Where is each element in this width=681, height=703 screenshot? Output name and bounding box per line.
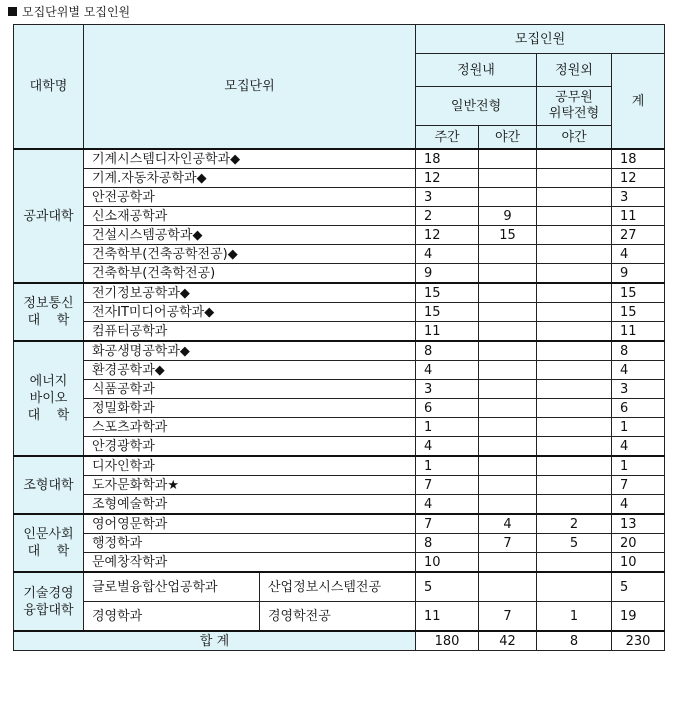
table-row: [14, 418, 665, 437]
major-cell: 경영학전공: [260, 602, 416, 632]
total-cell: 18: [612, 149, 665, 169]
college-tech-line1: 기술경영: [23, 585, 74, 601]
dept-cell: 건축학부(건축공학전공)◆: [84, 245, 416, 264]
total-cell: 4: [612, 245, 665, 264]
dept-cell: 화공생명공학과◆: [84, 341, 416, 361]
dept-cell: 경영학과: [84, 602, 260, 632]
total-cell: 3: [612, 380, 665, 399]
header-civil: [537, 87, 612, 126]
night-cell: 7: [479, 534, 537, 553]
night-cell: [479, 418, 537, 437]
total-cell: 6: [612, 399, 665, 418]
sum-total: 230: [612, 631, 665, 651]
table-row: [14, 456, 665, 476]
total-row: [14, 631, 665, 651]
table-row: [14, 207, 665, 226]
night-cell: [479, 476, 537, 495]
day-cell: 8: [416, 341, 479, 361]
dept-cell: 정밀화학과: [84, 399, 416, 418]
day-cell: 3: [416, 188, 479, 207]
college-energy: [14, 341, 84, 456]
civil-cell: [537, 188, 612, 207]
dept-cell: 건축학부(건축학전공): [84, 264, 416, 284]
dept-cell: 안전공학과: [84, 188, 416, 207]
civil-cell: [537, 341, 612, 361]
college-humanities-line1: 인문사회: [23, 527, 74, 542]
header-civil-line1: 공무원: [555, 90, 593, 105]
total-cell: 15: [612, 303, 665, 322]
header-general: 일반전형: [416, 87, 537, 126]
night-cell: [479, 361, 537, 380]
sum-day: 180: [416, 631, 479, 651]
day-cell: 11: [416, 602, 479, 632]
college-energy-line2: 바이오: [29, 391, 68, 406]
dept-cell: 기계.자동차공학과◆: [84, 169, 416, 188]
civil-cell: 2: [537, 514, 612, 534]
day-cell: 9: [416, 264, 479, 284]
day-cell: 18: [416, 149, 479, 169]
night-cell: [479, 303, 537, 322]
night-cell: [479, 341, 537, 361]
sum-label: 합 계: [14, 631, 416, 651]
sum-civil: 8: [537, 631, 612, 651]
table-row: [14, 399, 665, 418]
civil-cell: [537, 495, 612, 515]
dept-cell: 환경공학과◆: [84, 361, 416, 380]
night-cell: 4: [479, 514, 537, 534]
header-civil-line2: 위탁전형: [548, 106, 600, 121]
civil-cell: [537, 264, 612, 284]
header-recruit: 모집인원: [416, 25, 665, 54]
college-ict: [14, 283, 84, 341]
civil-cell: [537, 418, 612, 437]
civil-cell: [537, 399, 612, 418]
total-cell: 4: [612, 495, 665, 515]
dept-cell: 전자IT미디어공학과◆: [84, 303, 416, 322]
night-cell: [479, 456, 537, 476]
table-row: [14, 264, 665, 284]
table-row: [14, 534, 665, 553]
night-cell: [479, 188, 537, 207]
college-energy-line1: 에너지: [29, 374, 68, 389]
dept-cell: 행정학과: [84, 534, 416, 553]
civil-cell: [537, 283, 612, 303]
table-row: [14, 553, 665, 573]
night-cell: [479, 149, 537, 169]
table-row: [14, 476, 665, 495]
dept-cell: 기계시스템디자인공학과◆: [84, 149, 416, 169]
civil-cell: 5: [537, 534, 612, 553]
night-cell: [479, 380, 537, 399]
table-row: [14, 149, 665, 169]
day-cell: 4: [416, 437, 479, 457]
table-caption: [8, 4, 130, 20]
total-cell: 7: [612, 476, 665, 495]
header-total: 계: [612, 54, 665, 150]
college-design: 조형대학: [14, 456, 84, 514]
civil-cell: [537, 572, 612, 602]
college-engineering: 공과대학: [14, 149, 84, 283]
civil-cell: [537, 553, 612, 573]
day-cell: 5: [416, 572, 479, 602]
night-cell: [479, 169, 537, 188]
day-cell: 12: [416, 169, 479, 188]
table-row: [14, 188, 665, 207]
table-row: [14, 322, 665, 342]
day-cell: 15: [416, 283, 479, 303]
table-row: [14, 245, 665, 264]
college-tech: [14, 572, 84, 631]
dept-cell: 건설시스템공학과◆: [84, 226, 416, 245]
sum-night: 42: [479, 631, 537, 651]
day-cell: 7: [416, 476, 479, 495]
total-cell: 19: [612, 602, 665, 632]
header-unit: 모집단위: [84, 25, 416, 150]
day-cell: 4: [416, 361, 479, 380]
table-row: [14, 437, 665, 457]
day-cell: 4: [416, 245, 479, 264]
table-row: [14, 495, 665, 515]
table-row: [14, 169, 665, 188]
total-cell: 10: [612, 553, 665, 573]
table-row: [14, 303, 665, 322]
total-cell: 12: [612, 169, 665, 188]
header-day: 주간: [416, 126, 479, 150]
college-tech-line2: 융합대학: [23, 602, 74, 618]
day-cell: 7: [416, 514, 479, 534]
dept-cell: 글로벌융합산업공학과: [84, 572, 260, 602]
civil-cell: [537, 456, 612, 476]
dept-cell: 안경광학과: [84, 437, 416, 457]
total-cell: 15: [612, 283, 665, 303]
civil-cell: [537, 303, 612, 322]
square-bullet-icon: [8, 7, 17, 16]
night-cell: [479, 399, 537, 418]
header-quota-in: 정원내: [416, 54, 537, 87]
total-cell: 11: [612, 207, 665, 226]
civil-cell: [537, 437, 612, 457]
total-cell: 20: [612, 534, 665, 553]
table-row: [14, 602, 665, 632]
dept-cell: 컴퓨터공학과: [84, 322, 416, 342]
day-cell: 3: [416, 380, 479, 399]
dept-cell: 전기정보공학과◆: [84, 283, 416, 303]
night-cell: [479, 245, 537, 264]
day-cell: 4: [416, 495, 479, 515]
table-row: [14, 514, 665, 534]
dept-cell: 문예창작학과: [84, 553, 416, 573]
day-cell: 1: [416, 418, 479, 437]
total-cell: 13: [612, 514, 665, 534]
night-cell: 15: [479, 226, 537, 245]
total-cell: 1: [612, 456, 665, 476]
header-night: 야간: [479, 126, 537, 150]
day-cell: 1: [416, 456, 479, 476]
civil-cell: [537, 245, 612, 264]
day-cell: 11: [416, 322, 479, 342]
day-cell: 8: [416, 534, 479, 553]
header-night-civil: 야간: [537, 126, 612, 150]
college-energy-line3: 대 학: [27, 408, 70, 423]
table-row: [14, 226, 665, 245]
civil-cell: [537, 226, 612, 245]
total-cell: 1: [612, 418, 665, 437]
header-univ: 대학명: [14, 25, 84, 150]
day-cell: 15: [416, 303, 479, 322]
total-cell: 4: [612, 361, 665, 380]
college-humanities-line2: 대 학: [27, 544, 70, 559]
dept-cell: 식품공학과: [84, 380, 416, 399]
total-cell: 11: [612, 322, 665, 342]
day-cell: 2: [416, 207, 479, 226]
college-humanities: [14, 514, 84, 572]
header-quota-out: 정원외: [537, 54, 612, 87]
table-row: [14, 283, 665, 303]
civil-cell: [537, 207, 612, 226]
table-row: [14, 341, 665, 361]
night-cell: [479, 495, 537, 515]
day-cell: 10: [416, 553, 479, 573]
total-cell: 27: [612, 226, 665, 245]
civil-cell: [537, 149, 612, 169]
dept-cell: 도자문화학과★: [84, 476, 416, 495]
table-row: [14, 572, 665, 602]
total-cell: 8: [612, 341, 665, 361]
dept-cell: 스포츠과학과: [84, 418, 416, 437]
night-cell: [479, 264, 537, 284]
college-ict-line1: 정보통신: [23, 296, 74, 311]
dept-cell: 신소재공학과: [84, 207, 416, 226]
civil-cell: 1: [537, 602, 612, 632]
total-cell: 3: [612, 188, 665, 207]
total-cell: 4: [612, 437, 665, 457]
dept-cell: 영어영문학과: [84, 514, 416, 534]
caption-text: 모집단위별 모집인원: [22, 5, 131, 19]
table-row: [14, 361, 665, 380]
civil-cell: [537, 476, 612, 495]
day-cell: 12: [416, 226, 479, 245]
civil-cell: [537, 380, 612, 399]
college-ict-line2: 대 학: [27, 313, 70, 328]
night-cell: [479, 322, 537, 342]
night-cell: 9: [479, 207, 537, 226]
major-cell: 산업정보시스템전공: [260, 572, 416, 602]
night-cell: 7: [479, 602, 537, 632]
recruitment-table: [13, 24, 665, 651]
civil-cell: [537, 361, 612, 380]
dept-cell: 디자인학과: [84, 456, 416, 476]
night-cell: [479, 572, 537, 602]
day-cell: 6: [416, 399, 479, 418]
total-cell: 9: [612, 264, 665, 284]
civil-cell: [537, 322, 612, 342]
night-cell: [479, 283, 537, 303]
table-row: [14, 380, 665, 399]
night-cell: [479, 437, 537, 457]
night-cell: [479, 553, 537, 573]
dept-cell: 조형예술학과: [84, 495, 416, 515]
civil-cell: [537, 169, 612, 188]
total-cell: 5: [612, 572, 665, 602]
